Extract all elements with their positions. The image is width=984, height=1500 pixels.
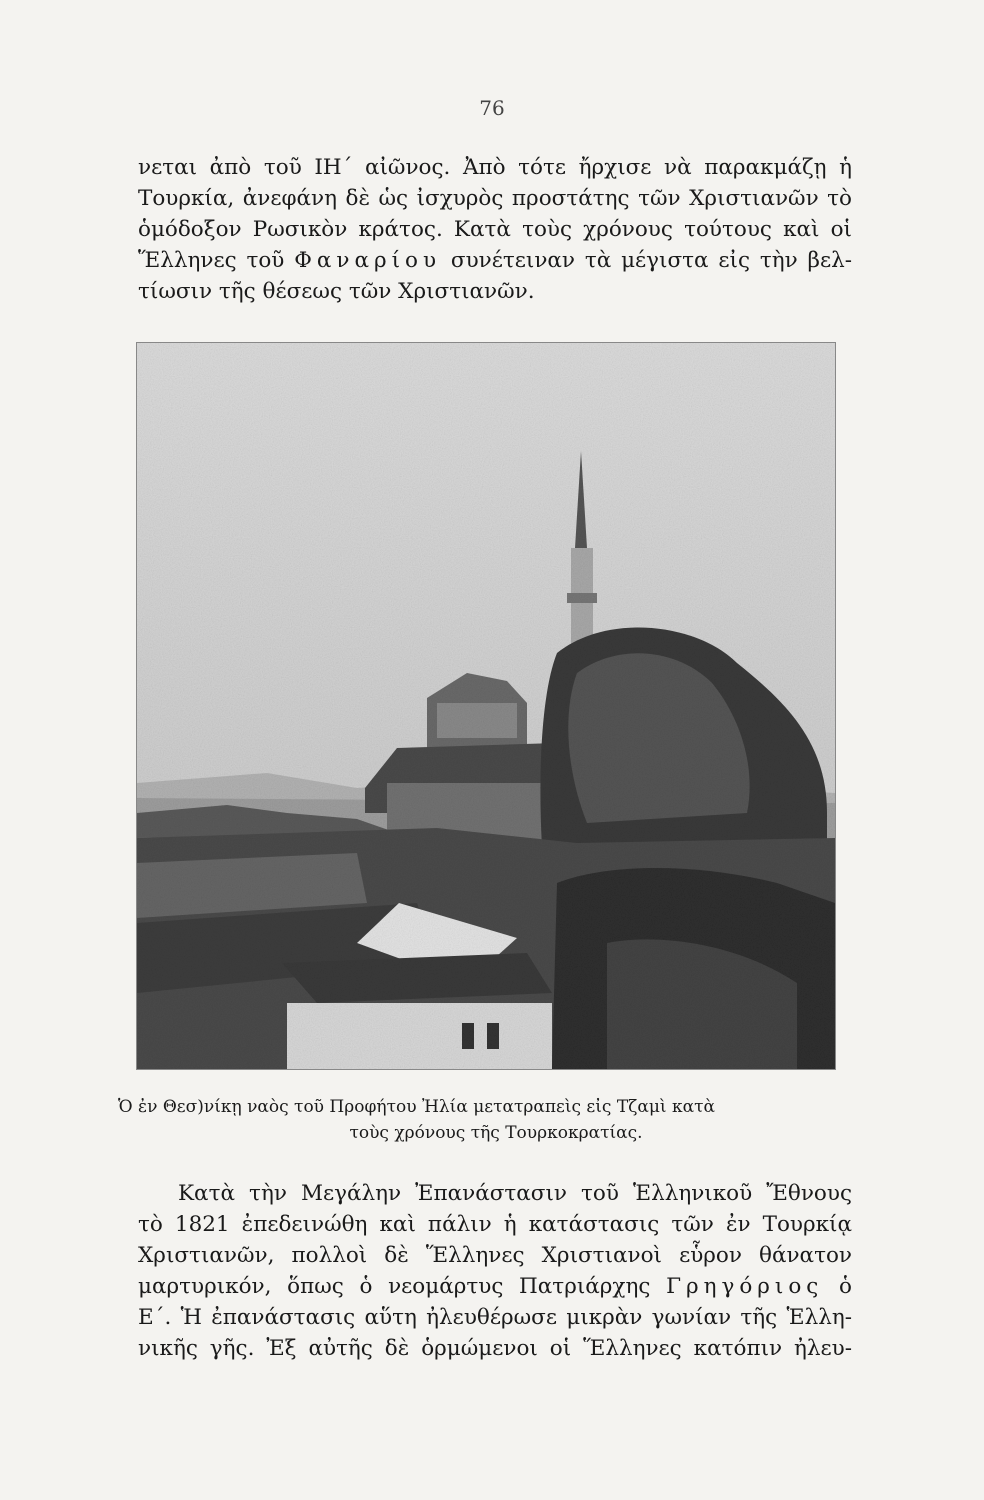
text-line: τίωσιν τῆς θέσεως τῶν Χριστιανῶν. — [138, 279, 535, 304]
text-segment: Ἕλληνες τοῦ — [138, 248, 285, 273]
text-line: Ε΄. Ἡ ἐπανάστασις αὕτη ἠλευθέρωσε μικρὰν γωνίαν τῆς Ἑλλη- — [138, 1305, 852, 1330]
caption-line: Ὁ ἐν Θεσ)νίκῃ ναὸς τοῦ Προφήτου Ἠλία μετατραπεὶς εἰς Τζαμὶ κατὰ — [118, 1097, 715, 1117]
text-line: ὁμόδοξον Ρωσικὸν κράτος. Κατὰ τοὺς χρόνους τούτους καὶ οἱ — [138, 217, 852, 242]
text-line — [138, 245, 852, 276]
text-line: Τουρκία, ἀνεφάνη δὲ ὡς ἰσχυρὸς προστάτης τῶν Χριστιανῶν τὸ — [138, 186, 852, 211]
text-line: Χριστιανῶν, πολλοὶ δὲ Ἕλληνες Χριστιανοὶ εὗρον θάνατον — [138, 1243, 852, 1268]
text-line — [138, 1271, 852, 1302]
caption-line: τοὺς χρόνους τῆς Τουρκοκρατίας. — [349, 1123, 643, 1143]
text-line: νικῆς γῆς. Ἐξ αὐτῆς δὲ ὁρμώμενοι οἱ Ἕλληνες κατόπιν ἠλευ- — [138, 1336, 852, 1361]
church-photograph — [136, 342, 836, 1070]
text-line: νεται ἀπὸ τοῦ ΙΗ΄ αἰῶνος. Ἀπὸ τότε ἤρχισε νὰ παρακμάζῃ ἡ — [138, 155, 852, 180]
emphasized-name: Γρηγόριος — [666, 1274, 824, 1299]
text-segment: ὁ — [839, 1274, 852, 1299]
text-line: τὸ 1821 ἐπεδεινώθη καὶ πάλιν ἡ κατάστασις τῶν ἐν Τουρκίᾳ — [138, 1212, 852, 1237]
figure-caption — [118, 1094, 874, 1146]
page-number: 76 — [479, 96, 505, 120]
text-line: Κατὰ τὴν Μεγάλην Ἐπανάστασιν τοῦ Ἑλληνικοῦ Ἔθνους — [178, 1181, 852, 1206]
emphasized-name: Φαναρίου — [294, 248, 442, 273]
paragraph-2 — [138, 1178, 852, 1364]
paragraph-1 — [138, 152, 852, 307]
text-segment: μαρτυρικόν, ὅπως ὁ νεομάρτυς Πατριάρχης — [138, 1274, 651, 1299]
text-segment: συνέτειναν τὰ μέγιστα εἰς τὴν βελ- — [450, 248, 852, 273]
